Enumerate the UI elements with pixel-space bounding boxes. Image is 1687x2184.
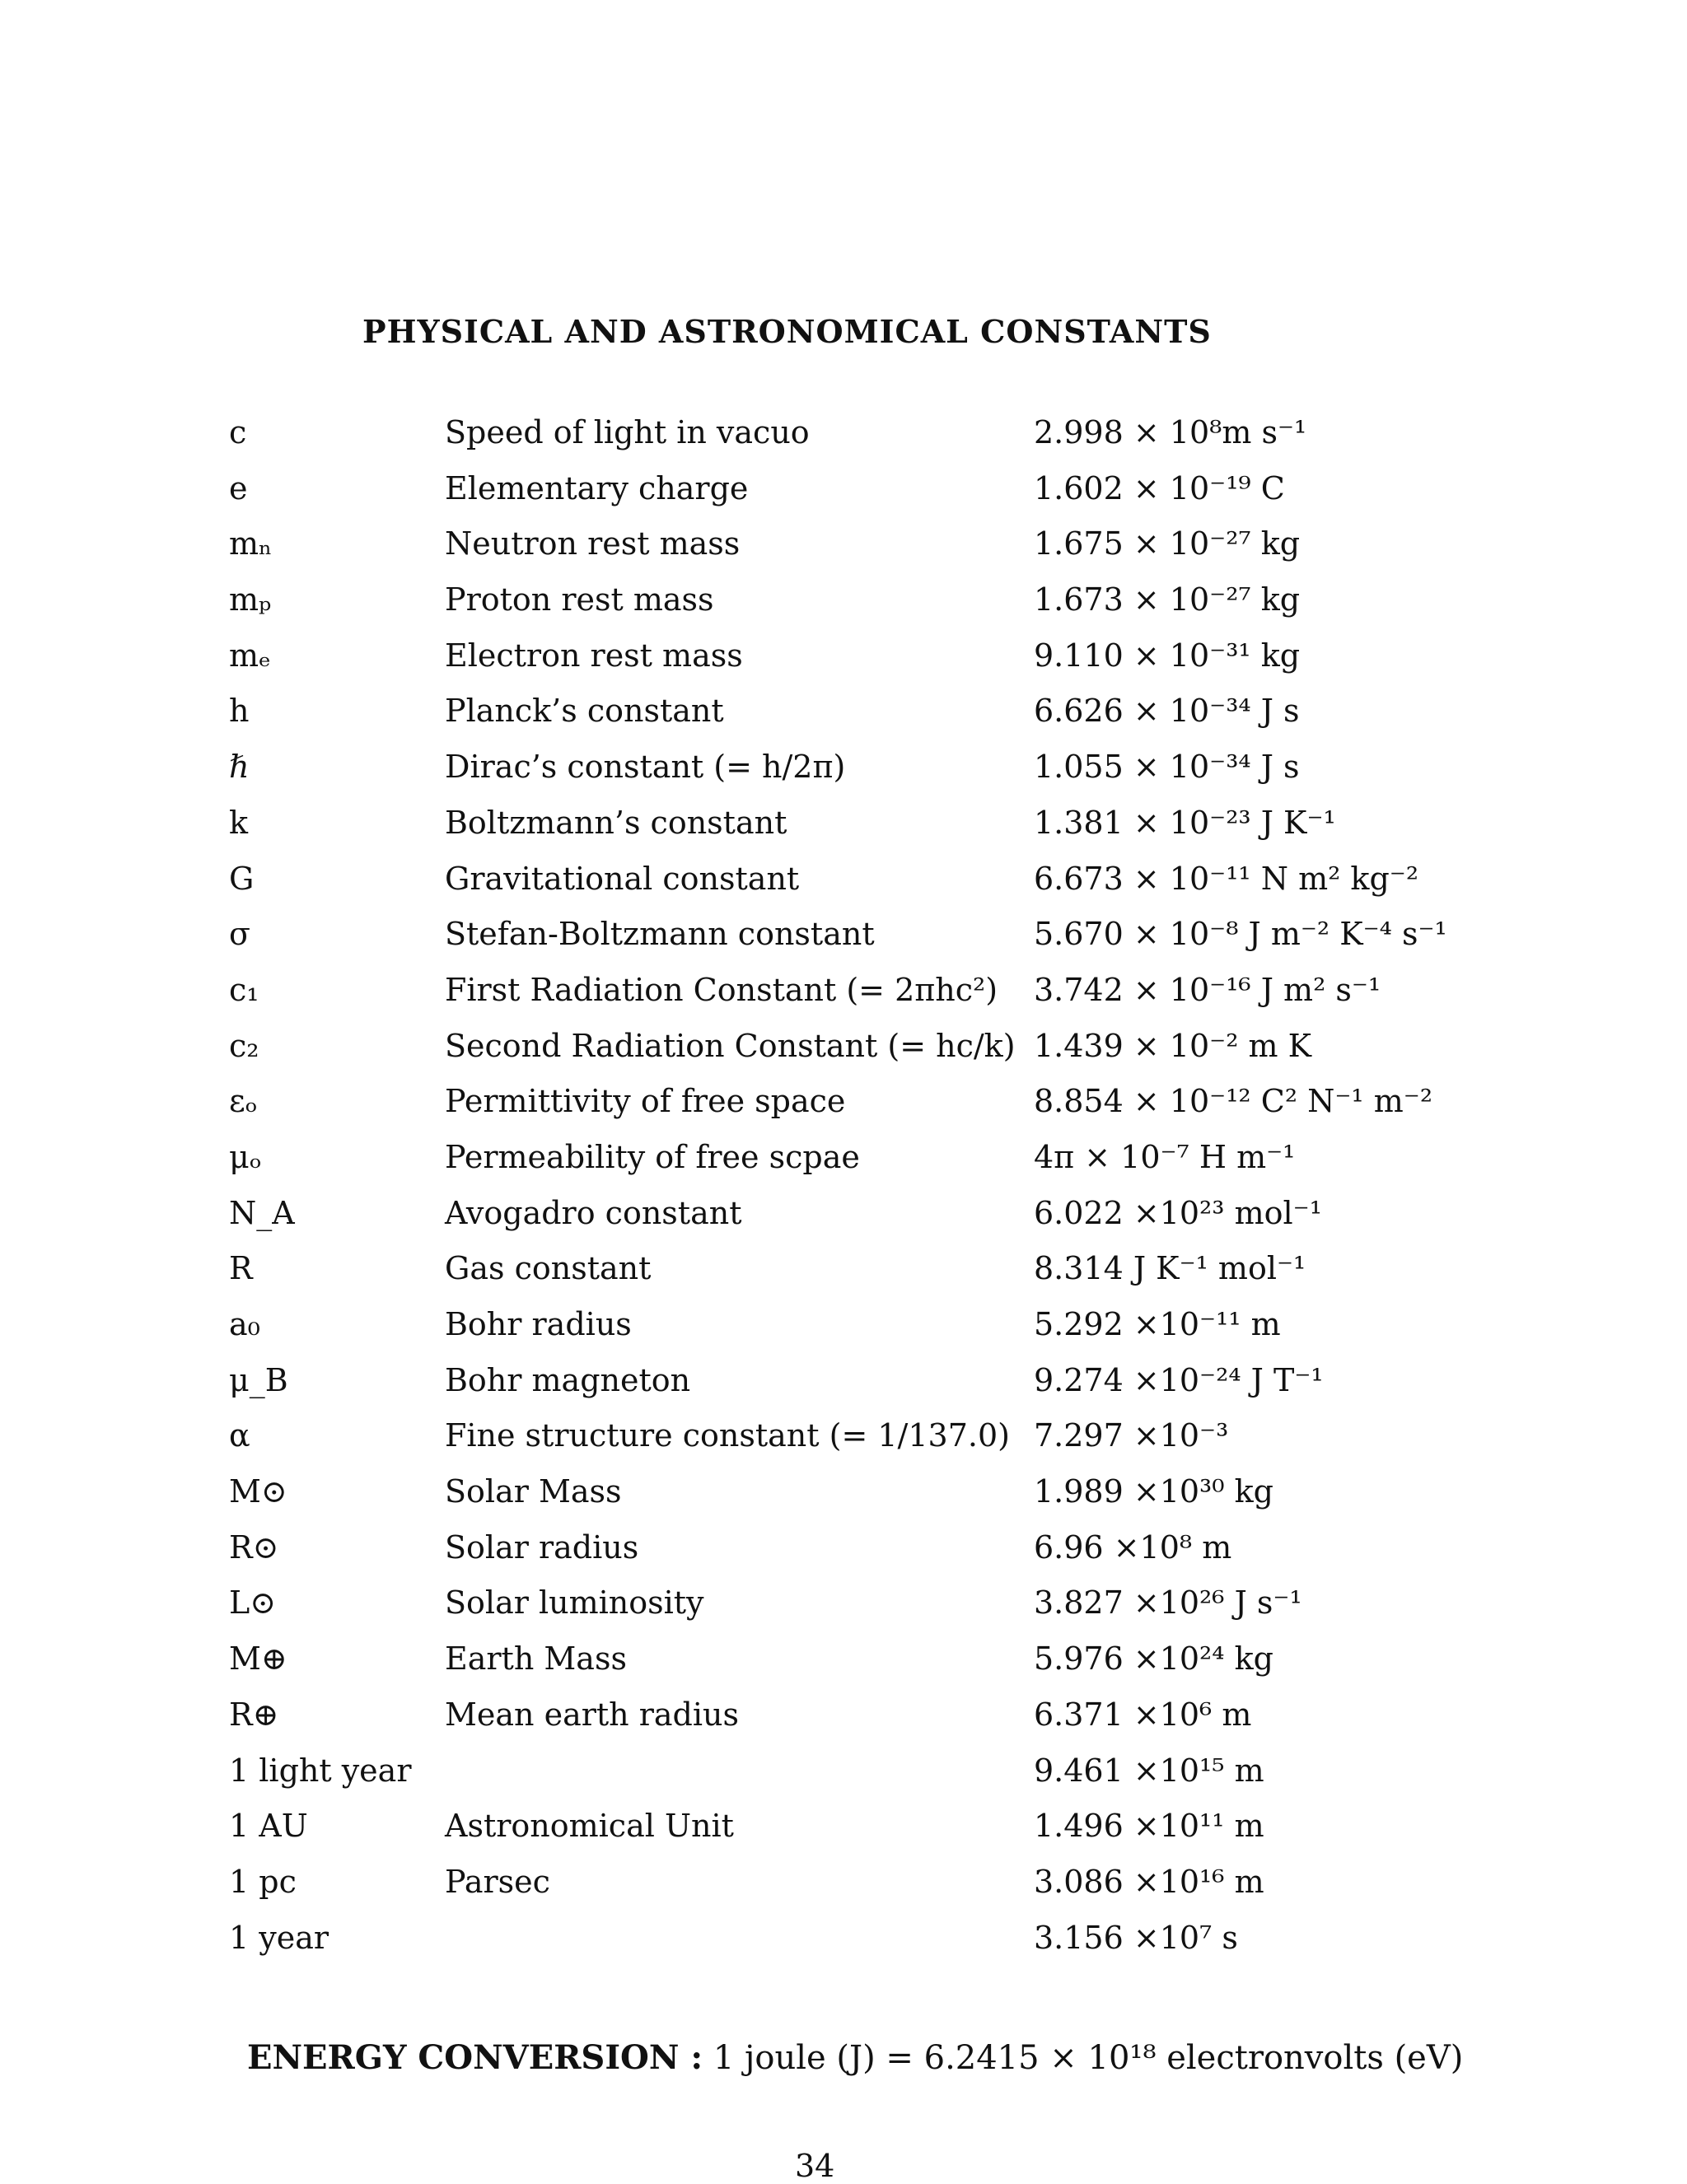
constant-description: Planck’s constant (445, 693, 724, 730)
constant-symbol: R⊙ (229, 1528, 279, 1566)
constant-value: 1.055 × 10⁻³⁴ J s (1034, 749, 1300, 786)
constant-value: 6.96 ×10⁸ m (1034, 1528, 1232, 1566)
constant-description: Second Radiation Constant (= hc/k) (445, 1027, 1016, 1064)
constant-symbol: mₑ (229, 637, 271, 674)
constant-description: Bohr magneton (445, 1361, 691, 1398)
table-row (229, 1297, 1629, 1353)
table-row (229, 1074, 1629, 1130)
constant-value: 8.854 × 10⁻¹² C² N⁻¹ m⁻² (1034, 1083, 1433, 1120)
page-number: 34 (795, 2148, 835, 2184)
table-row (229, 628, 1629, 684)
constant-description: Boltzmann’s constant (445, 804, 787, 841)
constant-value: 3.156 ×10⁷ s (1034, 1919, 1238, 1956)
constant-symbol: σ (229, 916, 250, 953)
constants-table (229, 405, 1629, 1966)
constant-value: 5.292 ×10⁻¹¹ m (1034, 1306, 1281, 1342)
table-row (229, 740, 1629, 796)
constant-symbol: 1 AU (229, 1808, 308, 1845)
table-row (229, 684, 1629, 740)
constant-symbol: μₒ (229, 1138, 262, 1175)
constant-value: 3.742 × 10⁻¹⁶ J m² s⁻¹ (1034, 971, 1381, 1008)
constant-value: 9.274 ×10⁻²⁴ J T⁻¹ (1034, 1361, 1324, 1398)
constant-symbol: c (229, 414, 247, 450)
constant-value: 1.675 × 10⁻²⁷ kg (1034, 525, 1301, 562)
constant-value: 1.989 ×10³⁰ kg (1034, 1473, 1273, 1510)
constant-value: 4π × 10⁻⁷ H m⁻¹ (1034, 1138, 1296, 1175)
constant-value: 1.602 × 10⁻¹⁹ C (1034, 469, 1285, 506)
table-row (229, 1855, 1629, 1911)
constant-value: 6.022 ×10²³ mol⁻¹ (1034, 1194, 1322, 1231)
constant-symbol: mₙ (229, 525, 273, 562)
constant-description: Bohr radius (445, 1306, 632, 1342)
constant-symbol: c₂ (229, 1027, 259, 1064)
table-row (229, 1631, 1629, 1687)
constant-symbol: e (229, 469, 248, 506)
table-row (229, 405, 1629, 461)
constant-description: Astronomical Unit (445, 1808, 734, 1845)
constant-description: Avogadro constant (445, 1194, 742, 1231)
table-row (229, 907, 1629, 963)
constant-description: Solar Mass (445, 1473, 622, 1510)
constant-symbol: εₒ (229, 1083, 258, 1120)
constant-value: 9.110 × 10⁻³¹ kg (1034, 637, 1301, 674)
constant-description: Permeability of free scpae (445, 1138, 860, 1175)
constant-symbol: mₚ (229, 581, 272, 618)
table-row (229, 1687, 1629, 1743)
constant-value: 1.381 × 10⁻²³ J K⁻¹ (1034, 804, 1336, 841)
table-row (229, 1911, 1629, 1967)
constant-symbol: ℏ (229, 749, 250, 786)
constant-description: Stefan-Boltzmann constant (445, 916, 875, 953)
table-row (229, 1743, 1629, 1799)
constant-symbol: c₁ (229, 971, 259, 1008)
constant-symbol: G (229, 860, 255, 897)
constant-symbol: R (229, 1250, 253, 1287)
constant-description: Dirac’s constant (= h/2π) (445, 749, 846, 786)
table-row (229, 461, 1629, 517)
constant-symbol: 1 year (229, 1919, 329, 1956)
constant-value: 6.626 × 10⁻³⁴ J s (1034, 693, 1300, 730)
constant-description: First Radiation Constant (= 2πhc²) (445, 971, 998, 1008)
constant-value: 6.673 × 10⁻¹¹ N m² kg⁻² (1034, 860, 1419, 897)
constant-symbol: L⊙ (229, 1584, 277, 1622)
table-row (229, 516, 1629, 572)
constant-description: Gas constant (445, 1250, 652, 1287)
table-row (229, 1520, 1629, 1576)
constant-symbol: M⊙ (229, 1473, 287, 1510)
constant-value: 1.673 × 10⁻²⁷ kg (1034, 581, 1301, 618)
constant-description: Earth Mass (445, 1640, 627, 1678)
table-row (229, 1130, 1629, 1186)
constant-value: 9.461 ×10¹⁵ m (1034, 1752, 1264, 1789)
constant-description: Gravitational constant (445, 860, 800, 897)
constant-description: Mean earth radius (445, 1696, 740, 1733)
constant-value: 6.371 ×10⁶ m (1034, 1696, 1252, 1733)
constant-value: 7.297 ×10⁻³ (1034, 1417, 1229, 1454)
constant-value: 5.670 × 10⁻⁸ J m⁻² K⁻⁴ s⁻¹ (1034, 916, 1447, 953)
constant-symbol: M⊕ (229, 1640, 287, 1678)
table-row (229, 852, 1629, 908)
constant-description: Neutron rest mass (445, 525, 741, 562)
constant-symbol: h (229, 693, 250, 730)
constant-description: Speed of light in vacuo (445, 414, 810, 450)
table-row (229, 1464, 1629, 1520)
constant-symbol: R⊕ (229, 1696, 279, 1733)
constant-symbol: 1 light year (229, 1752, 412, 1789)
constant-symbol: 1 pc (229, 1863, 297, 1900)
constant-symbol: μ_B (229, 1361, 288, 1398)
constant-description: Proton rest mass (445, 581, 714, 618)
table-row (229, 572, 1629, 628)
table-row (229, 1575, 1629, 1631)
table-row (229, 1241, 1629, 1297)
table-row (229, 796, 1629, 852)
table-row (229, 1019, 1629, 1075)
constant-description: Parsec (445, 1863, 550, 1900)
table-row (229, 1799, 1629, 1855)
constant-value: 3.827 ×10²⁶ J s⁻¹ (1034, 1584, 1302, 1622)
constant-symbol: k (229, 804, 249, 841)
constant-value: 3.086 ×10¹⁶ m (1034, 1863, 1264, 1900)
constant-value: 8.314 J K⁻¹ mol⁻¹ (1034, 1250, 1306, 1287)
constant-symbol: α (229, 1417, 250, 1454)
constant-description: Permittivity of free space (445, 1083, 846, 1120)
constant-symbol: N_A (229, 1194, 295, 1231)
constant-symbol: a₀ (229, 1306, 260, 1342)
constant-description: Elementary charge (445, 469, 749, 506)
constant-description: Electron rest mass (445, 637, 743, 674)
table-row (229, 1186, 1629, 1242)
constant-description: Fine structure constant (= 1/137.0) (445, 1417, 1010, 1454)
constant-value: 2.998 × 10⁸m s⁻¹ (1034, 414, 1307, 450)
page-title: PHYSICAL AND ASTRONOMICAL CONSTANTS (362, 313, 1212, 350)
table-row (229, 1353, 1629, 1409)
energy-conversion (247, 2038, 1463, 2077)
energy-conversion-text: 1 joule (J) = 6.2415 × 10¹⁸ electronvolts (eV) (703, 2039, 1464, 2077)
constant-description: Solar radius (445, 1528, 639, 1566)
energy-conversion-label: ENERGY CONVERSION : (247, 2038, 703, 2077)
constant-value: 5.976 ×10²⁴ kg (1034, 1640, 1273, 1678)
constant-value: 1.439 × 10⁻² m K (1034, 1027, 1312, 1064)
table-row (229, 1408, 1629, 1464)
constant-value: 1.496 ×10¹¹ m (1034, 1808, 1264, 1845)
table-row (229, 963, 1629, 1019)
constant-description: Solar luminosity (445, 1584, 704, 1622)
